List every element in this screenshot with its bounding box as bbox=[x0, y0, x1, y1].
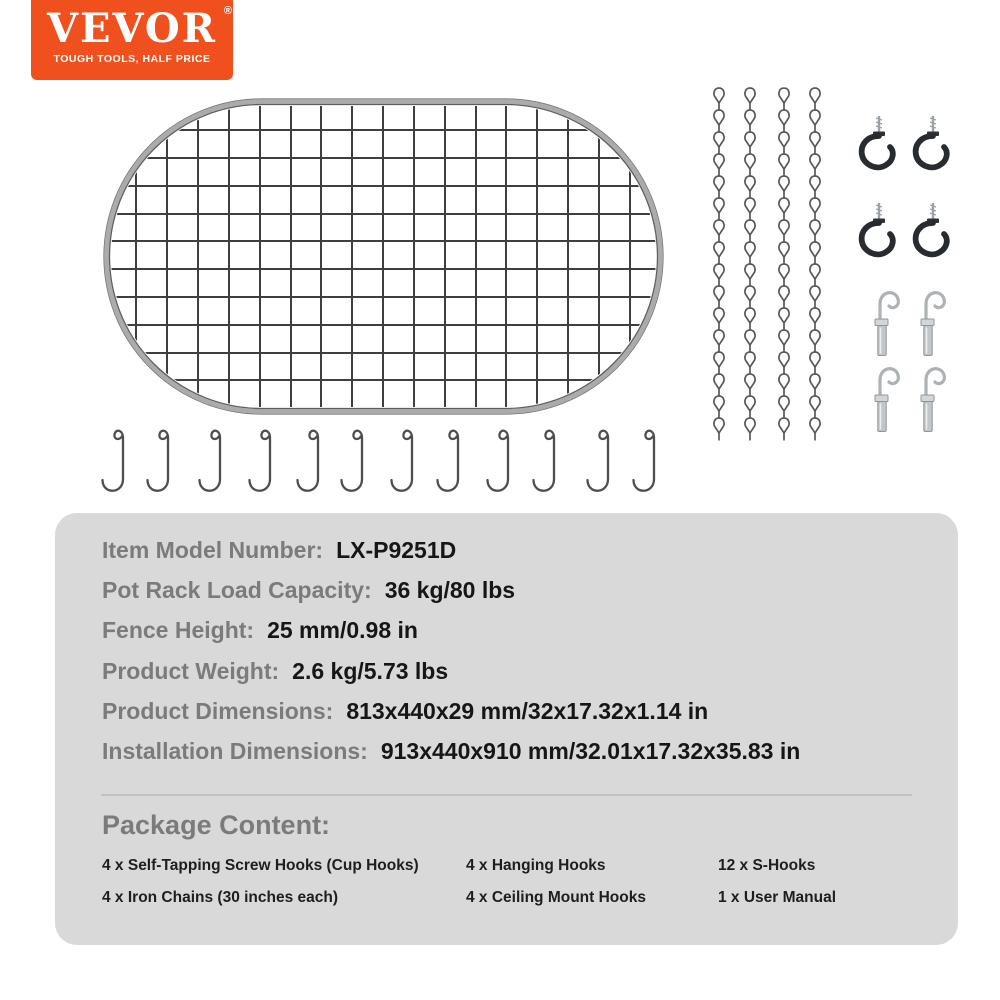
brand-name: VEVOR bbox=[47, 5, 217, 52]
package-item: 4 x Ceiling Mount Hooks bbox=[466, 888, 646, 906]
spec-value: 913x440x910 mm/32.01x17.32x35.83 in bbox=[380, 738, 801, 765]
spec-label: Item Model Number: bbox=[102, 536, 324, 563]
package-item: 12 x S-Hooks bbox=[718, 856, 816, 874]
spec-row-load-capacity bbox=[102, 570, 958, 610]
package-content-heading: Package Content: bbox=[102, 809, 331, 840]
spec-value: 25 mm/0.98 in bbox=[267, 617, 418, 644]
iron-chains bbox=[714, 88, 820, 441]
s-hook bbox=[534, 431, 555, 491]
spec-row-fence-height bbox=[102, 611, 958, 651]
s-hook bbox=[588, 431, 609, 491]
spec-list bbox=[55, 513, 958, 772]
package-item: 4 x Self-Tapping Screw Hooks (Cup Hooks) bbox=[102, 856, 419, 874]
spec-label: Product Dimensions: bbox=[102, 697, 334, 724]
spec-value: LX-P9251D bbox=[336, 536, 457, 563]
iron-chain bbox=[745, 88, 755, 441]
s-hooks bbox=[103, 431, 655, 491]
s-hook bbox=[103, 431, 124, 491]
registered-trademark-icon: ® bbox=[223, 5, 232, 17]
ceiling-mount-hook bbox=[875, 369, 898, 432]
brand-tagline: TOUGH TOOLS, HALF PRICE bbox=[53, 53, 211, 65]
s-hook bbox=[438, 431, 459, 491]
spec-label: Fence Height: bbox=[102, 617, 255, 644]
cup-hook bbox=[916, 203, 947, 254]
spec-value: 36 kg/80 lbs bbox=[384, 576, 516, 603]
package-item: 4 x Iron Chains (30 inches each) bbox=[102, 888, 339, 906]
spec-label: Installation Dimensions: bbox=[102, 738, 368, 765]
spec-label: Pot Rack Load Capacity: bbox=[102, 576, 372, 603]
spec-value: 2.6 kg/5.73 lbs bbox=[292, 657, 449, 684]
spec-label: Product Weight: bbox=[102, 657, 280, 684]
s-hook bbox=[250, 431, 271, 491]
s-hook bbox=[298, 431, 319, 491]
s-hook bbox=[488, 431, 509, 491]
package-content-list bbox=[102, 857, 928, 907]
ceiling-mount-hook bbox=[921, 293, 944, 356]
cup-hook bbox=[916, 116, 947, 167]
spec-row-model bbox=[102, 530, 958, 570]
s-hook bbox=[200, 431, 221, 491]
s-hook bbox=[148, 431, 169, 491]
divider bbox=[101, 794, 912, 796]
s-hook bbox=[342, 431, 363, 491]
ceiling-mount-hook bbox=[875, 293, 898, 356]
spec-row-installation-dimensions bbox=[102, 731, 958, 771]
pot-rack-grid bbox=[104, 99, 663, 414]
iron-chain bbox=[810, 88, 820, 441]
spec-panel bbox=[55, 513, 958, 945]
iron-chain bbox=[779, 88, 789, 441]
s-hook bbox=[634, 431, 655, 491]
package-item: 1 x User Manual bbox=[718, 888, 837, 906]
package-item: 4 x Hanging Hooks bbox=[466, 856, 606, 874]
cup-hook bbox=[862, 203, 893, 254]
iron-chain bbox=[714, 88, 724, 441]
cup-hooks bbox=[862, 116, 947, 254]
spec-row-weight bbox=[102, 651, 958, 691]
grid-wires bbox=[106, 101, 661, 412]
ceiling-mount-hooks bbox=[875, 293, 944, 432]
s-hook bbox=[392, 431, 413, 491]
cup-hook bbox=[862, 116, 893, 167]
ceiling-mount-hook bbox=[921, 369, 944, 432]
spec-value: 813x440x29 mm/32x17.32x1.14 in bbox=[346, 697, 709, 724]
spec-row-product-dimensions bbox=[102, 691, 958, 731]
